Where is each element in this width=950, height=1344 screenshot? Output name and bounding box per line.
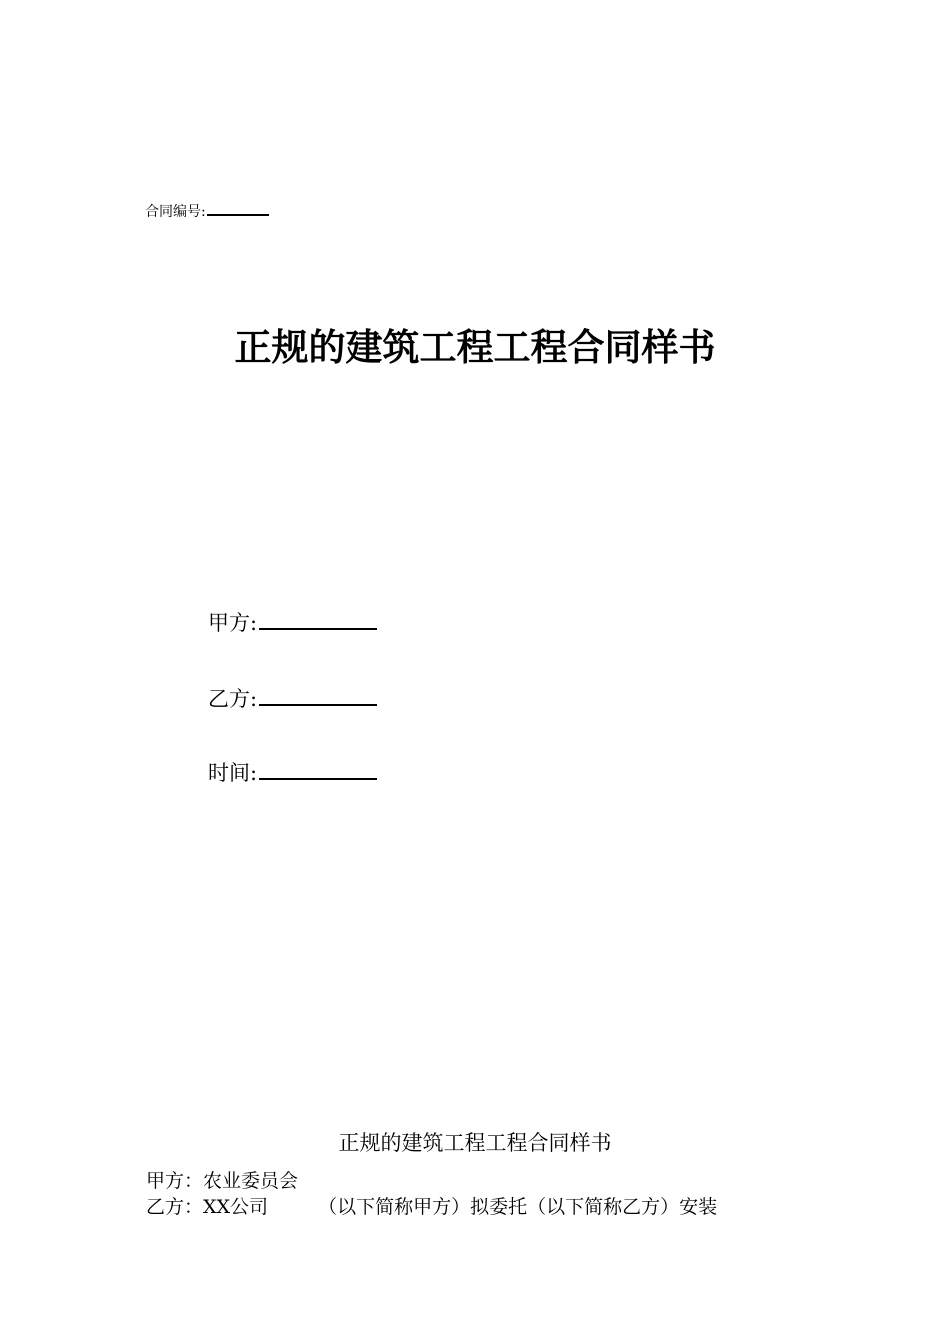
time-label: 时间: — [208, 761, 258, 785]
body-line-party-a: 甲方：农业委员会 — [146, 1170, 299, 1192]
contract-number — [145, 200, 269, 222]
body-title: 正规的建筑工程工程合同样书 — [338, 1131, 612, 1155]
party-b-label: 乙方: — [208, 687, 258, 711]
time-field — [208, 756, 377, 788]
party-b-field — [208, 682, 377, 714]
contract-number-blank — [207, 200, 269, 216]
body-line-party-b — [146, 1194, 717, 1220]
party-a-label: 甲方: — [208, 611, 258, 635]
body-line-party-b-start: 乙方：XX公司 — [146, 1196, 269, 1218]
page-title: 正规的建筑工程工程合同样书 — [234, 326, 716, 369]
time-blank — [259, 756, 377, 780]
contract-number-label: 合同编号: — [145, 204, 206, 220]
body-line-party-b-end: （以下简称甲方）拟委托（以下简称乙方）安装 — [318, 1196, 718, 1218]
party-a-blank — [259, 606, 377, 630]
party-b-blank — [259, 682, 377, 706]
party-a-field — [208, 606, 377, 638]
